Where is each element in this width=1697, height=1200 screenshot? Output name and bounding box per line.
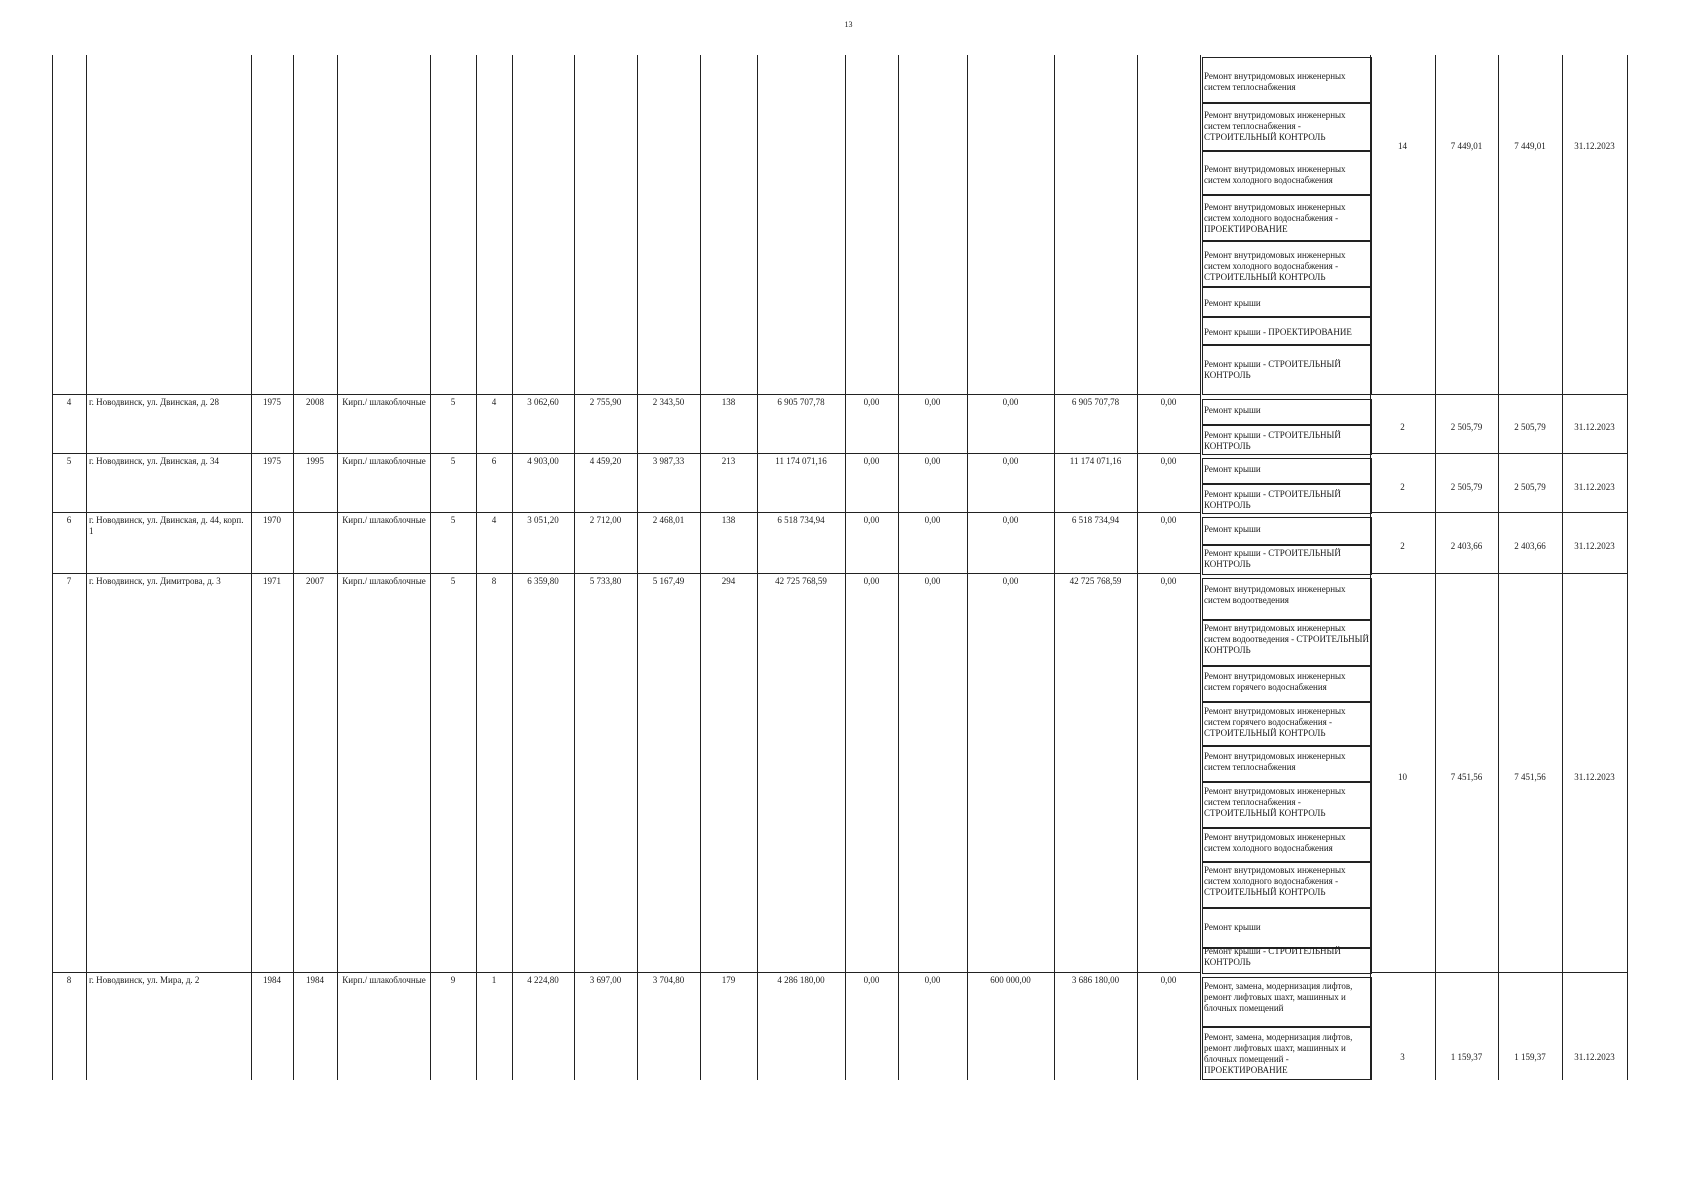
row-cost-c4: 11 174 071,16 [1069, 456, 1122, 466]
row-address: г. Новодвинск, ул. Двинская, д. 44, корп. 1 [89, 515, 244, 536]
row-year-built: 1975 [263, 456, 281, 466]
row-residents: 138 [721, 515, 736, 525]
row-residents: 138 [721, 397, 736, 407]
summary-cost: 2 403,66 [1450, 541, 1483, 551]
work-item: Ремонт крыши - СТРОИТЕЛЬНЫЙ КОНТРОЛЬ [1204, 548, 1341, 569]
work-item: Ремонт крыши [1204, 464, 1261, 474]
row-cost-c2: 0,00 [924, 576, 941, 586]
summary-cost: 7 449,01 [1450, 141, 1483, 151]
row-address: г. Новодвинск, ул. Димитрова, д. 3 [89, 576, 221, 586]
row-year-repair: 1984 [306, 975, 324, 985]
row-area-total: 6 359,80 [527, 576, 559, 586]
summary-count: 14 [1398, 141, 1407, 151]
summary-date: 31.12.2023 [1574, 541, 1615, 551]
work-item: Ремонт внутридомовых инженерных систем теплоснабжения - СТРОИТЕЛЬНЫЙ КОНТРОЛЬ [1204, 786, 1346, 818]
summary-date: 31.12.2023 [1574, 141, 1615, 151]
row-cost-c3: 0,00 [1002, 515, 1019, 525]
summary-count: 3 [1400, 1052, 1405, 1062]
row-area-residential: 5 167,49 [652, 576, 685, 586]
row-floors: 9 [450, 975, 456, 985]
row-area-total: 3 051,20 [527, 515, 559, 525]
summary-date: 31.12.2023 [1574, 772, 1615, 782]
row-cost-c5: 0,00 [1160, 576, 1177, 586]
row-material: Кирп./ шлакоблочные [342, 456, 426, 466]
row-material: Кирп./ шлакоблочные [342, 397, 426, 407]
row-area-living: 4 459,20 [589, 456, 622, 466]
row-cost-c2: 0,00 [924, 456, 941, 466]
summary-cost: 2 505,79 [1450, 482, 1483, 492]
row-number: 4 [66, 397, 72, 407]
work-item: Ремонт внутридомовых инженерных систем теплоснабжения - СТРОИТЕЛЬНЫЙ КОНТРОЛЬ [1204, 110, 1346, 142]
row-floors: 5 [450, 515, 456, 525]
row-cost-c5: 0,00 [1160, 456, 1177, 466]
row-cost-c1: 0,00 [863, 456, 880, 466]
summary-date: 31.12.2023 [1574, 482, 1615, 492]
work-item: Ремонт, замена, модернизация лифтов, ремонт лифтовых шахт, машинных и блочных помещений - ПРОЕКТИРОВАНИЕ [1204, 1032, 1353, 1075]
row-cost-c5: 0,00 [1160, 515, 1177, 525]
row-entrances: 6 [491, 456, 497, 466]
row-year-repair: 1995 [306, 456, 324, 466]
summary-count: 2 [1400, 482, 1405, 492]
row-area-living: 2 755,90 [589, 397, 622, 407]
row-material: Кирп./ шлакоблочные [342, 576, 426, 586]
row-cost-total: 6 518 734,94 [777, 515, 825, 525]
row-floors: 5 [450, 576, 456, 586]
row-year-repair: 2007 [306, 576, 324, 586]
row-area-total: 4 903,00 [527, 456, 559, 466]
summary-cost: 2 505,79 [1450, 422, 1483, 432]
summary-cost: 7 451,56 [1450, 772, 1483, 782]
work-item: Ремонт внутридомовых инженерных систем теплоснабжения [1204, 751, 1346, 772]
row-area-living: 2 712,00 [589, 515, 622, 525]
row-address: г. Новодвинск, ул. Двинская, д. 34 [89, 456, 219, 466]
row-year-built: 1971 [263, 576, 281, 586]
work-item: Ремонт крыши - СТРОИТЕЛЬНЫЙ КОНТРОЛЬ [1204, 359, 1341, 380]
row-cost-c4: 42 725 768,59 [1069, 576, 1122, 586]
row-residents: 213 [721, 456, 736, 466]
row-year-built: 1970 [263, 515, 281, 525]
row-area-total: 3 062,60 [527, 397, 559, 407]
row-number: 8 [66, 975, 72, 985]
row-area-residential: 2 343,50 [652, 397, 685, 407]
row-residents: 294 [721, 576, 736, 586]
summary-count: 10 [1398, 772, 1407, 782]
row-material: Кирп./ шлакоблочные [342, 975, 426, 985]
row-cost-c2: 0,00 [924, 397, 941, 407]
row-residents: 179 [721, 975, 736, 985]
row-entrances: 4 [491, 515, 497, 525]
summary-cost: 1 159,37 [1450, 1052, 1483, 1062]
summary-cost: 2 505,79 [1514, 482, 1546, 492]
row-area-residential: 2 468,01 [652, 515, 685, 525]
work-item: Ремонт внутридомовых инженерных систем горячего водоснабжения - СТРОИТЕЛЬНЫЙ КОНТРОЛЬ [1204, 706, 1346, 738]
work-item: Ремонт внутридомовых инженерных систем холодного водоснабжения [1204, 164, 1346, 185]
row-number: 5 [66, 456, 72, 466]
work-item: Ремонт крыши [1204, 405, 1261, 415]
row-area-living: 5 733,80 [589, 576, 622, 586]
row-cost-c2: 0,00 [924, 515, 941, 525]
row-entrances: 4 [491, 397, 497, 407]
row-address: г. Новодвинск, ул. Мира, д. 2 [89, 975, 200, 985]
row-area-living: 3 697,00 [589, 975, 622, 985]
row-cost-c4: 6 905 707,78 [1071, 397, 1120, 407]
work-item: Ремонт крыши [1204, 298, 1261, 308]
work-item: Ремонт внутридомовых инженерных систем теплоснабжения [1204, 71, 1346, 92]
row-year-built: 1984 [263, 975, 281, 985]
work-item: Ремонт крыши [1204, 922, 1261, 932]
summary-cost: 2 403,66 [1514, 541, 1546, 551]
row-entrances: 1 [491, 975, 497, 985]
row-cost-c4: 6 518 734,94 [1071, 515, 1120, 525]
summary-cost: 1 159,37 [1514, 1052, 1546, 1062]
work-item: Ремонт внутридомовых инженерных систем горячего водоснабжения [1204, 671, 1346, 692]
summary-date: 31.12.2023 [1574, 1052, 1615, 1062]
page-number: 13 [844, 20, 853, 29]
work-item: Ремонт крыши [1204, 524, 1261, 534]
row-cost-total: 4 286 180,00 [777, 975, 825, 985]
row-cost-c4: 3 686 180,00 [1071, 975, 1120, 985]
work-item: Ремонт крыши - СТРОИТЕЛЬНЫЙ КОНТРОЛЬ [1204, 489, 1341, 510]
row-cost-c3: 0,00 [1002, 576, 1019, 586]
row-number: 7 [66, 576, 72, 586]
row-cost-c3: 600 000,00 [990, 975, 1031, 985]
summary-cost: 7 451,56 [1514, 772, 1546, 782]
row-cost-c1: 0,00 [863, 975, 880, 985]
row-floors: 5 [450, 397, 456, 407]
summary-cost: 2 505,79 [1514, 422, 1546, 432]
row-cost-c3: 0,00 [1002, 397, 1019, 407]
row-cost-c3: 0,00 [1002, 456, 1019, 466]
work-item: Ремонт внутридомовых инженерных систем водоотведения - СТРОИТЕЛЬНЫЙ КОНТРОЛЬ [1204, 623, 1370, 655]
row-cost-c5: 0,00 [1160, 397, 1177, 407]
works-list [1202, 57, 1626, 1080]
row-area-residential: 3 987,33 [652, 456, 685, 466]
row-cost-c1: 0,00 [863, 576, 880, 586]
work-item: Ремонт, замена, модернизация лифтов, ремонт лифтовых шахт, машинных и блочных помещений [1204, 981, 1353, 1013]
row-cost-total: 11 174 071,16 [775, 456, 827, 466]
row-year-built: 1975 [263, 397, 281, 407]
summary-count: 2 [1400, 541, 1405, 551]
row-material: Кирп./ шлакоблочные [342, 515, 426, 525]
row-floors: 5 [450, 456, 456, 466]
work-item: Ремонт внутридомовых инженерных систем холодного водоснабжения - СТРОИТЕЛЬНЫЙ КОНТРОЛЬ [1204, 250, 1346, 282]
row-cost-c2: 0,00 [924, 975, 941, 985]
summary-cost: 7 449,01 [1514, 141, 1546, 151]
work-item: Ремонт крыши - СТРОИТЕЛЬНЫЙ КОНТРОЛЬ [1204, 946, 1341, 967]
row-area-residential: 3 704,80 [652, 975, 685, 985]
row-cost-c1: 0,00 [863, 515, 880, 525]
row-cost-total: 6 905 707,78 [777, 397, 825, 407]
work-item: Ремонт крыши - СТРОИТЕЛЬНЫЙ КОНТРОЛЬ [1204, 430, 1341, 451]
row-entrances: 8 [491, 576, 497, 586]
summary-date: 31.12.2023 [1574, 422, 1615, 432]
row-cost-c1: 0,00 [863, 397, 880, 407]
work-item: Ремонт внутридомовых инженерных систем холодного водоснабжения - СТРОИТЕЛЬНЫЙ КОНТРОЛЬ [1204, 865, 1346, 897]
work-item: Ремонт крыши - ПРОЕКТИРОВАНИЕ [1204, 327, 1352, 337]
row-address: г. Новодвинск, ул. Двинская, д. 28 [89, 397, 219, 407]
work-item: Ремонт внутридомовых инженерных систем холодного водоснабжения - ПРОЕКТИРОВАНИЕ [1204, 202, 1346, 234]
row-number: 6 [66, 515, 72, 525]
row-cost-c5: 0,00 [1160, 975, 1177, 985]
row-year-repair: 2008 [306, 397, 324, 407]
row-cost-total: 42 725 768,59 [775, 576, 827, 586]
work-item: Ремонт внутридомовых инженерных систем водоотведения [1204, 584, 1346, 605]
summary-count: 2 [1400, 422, 1405, 432]
work-item: Ремонт внутридомовых инженерных систем холодного водоснабжения [1204, 832, 1346, 853]
row-area-total: 4 224,80 [527, 975, 559, 985]
